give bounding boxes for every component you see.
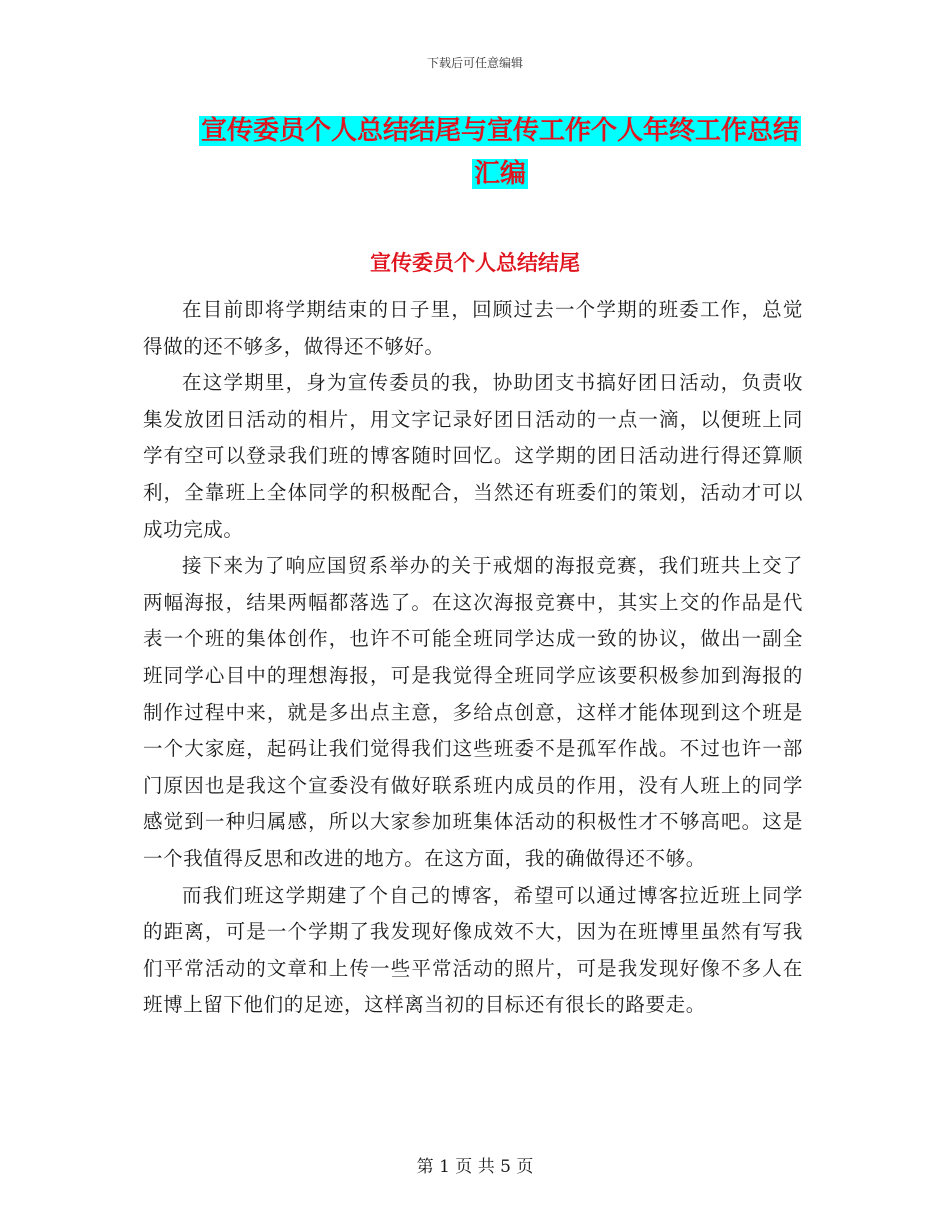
paragraph: 在目前即将学期结束的日子里，回顾过去一个学期的班委工作，总觉得做的还不够多，做得还不够好。 — [143, 298, 803, 358]
document-title-line-1: 宣传委员个人总结结尾与宣传工作个人年终工作总结 — [200, 116, 799, 146]
section-title: 宣传委员个人总结结尾 — [370, 251, 580, 275]
page-number: 第 1 页 共 5 页 — [416, 1157, 534, 1177]
header-note: 下载后可任意编辑 — [426, 56, 523, 70]
document-title-line-2: 汇编 — [473, 159, 526, 189]
document-title — [150, 110, 850, 196]
paragraph: 在这学期里，身为宣传委员的我，协助团支书搞好团日活动，负责收集发放团日活动的相片，用文字记录好团日活动的一点一滴，以便班上同学有空可以登录我们班的博客随时回忆。这学期的团日活动进行得还算顺利，全靠班上全体同学的积极配合，当然还有班委们的策划，活动才可以成功完成。 — [143, 371, 803, 541]
body-text — [143, 292, 803, 1024]
paragraph: 接下来为了响应国贸系举办的关于戒烟的海报竞赛，我们班共上交了两幅海报，结果两幅都落选了。在这次海报竞赛中，其实上交的作品是代表一个班的集体创作，也许不可能全班同学达成一致的协议，做出一副全班同学心目中的理想海报，可是我觉得全班同学应该要积极参加到海报的制作过程中来，就是多出点主意，多给点创意，这样才能体现到这个班是一个大家庭，起码让我们觉得我们这些班委不是孤军作战。不过也许一部门原因也是我这个宣委没有做好联系班内成员的作用，没有人班上的同学感觉到一种归属感，所以大家参加班集体活动的积极性才不够高吧。这是一个我值得反思和改进的地方。在这方面，我的确做得还不够。 — [143, 554, 803, 870]
paragraph: 而我们班这学期建了个自己的博客，希望可以通过博客拉近班上同学的距离，可是一个学期了我发现好像成效不大，因为在班博里虽然有写我们平常活动的文章和上传一些平常活动的照片，可是我发现好像不多人在班博上留下他们的足迹，这样离当初的目标还有很长的路要走。 — [143, 883, 803, 1017]
